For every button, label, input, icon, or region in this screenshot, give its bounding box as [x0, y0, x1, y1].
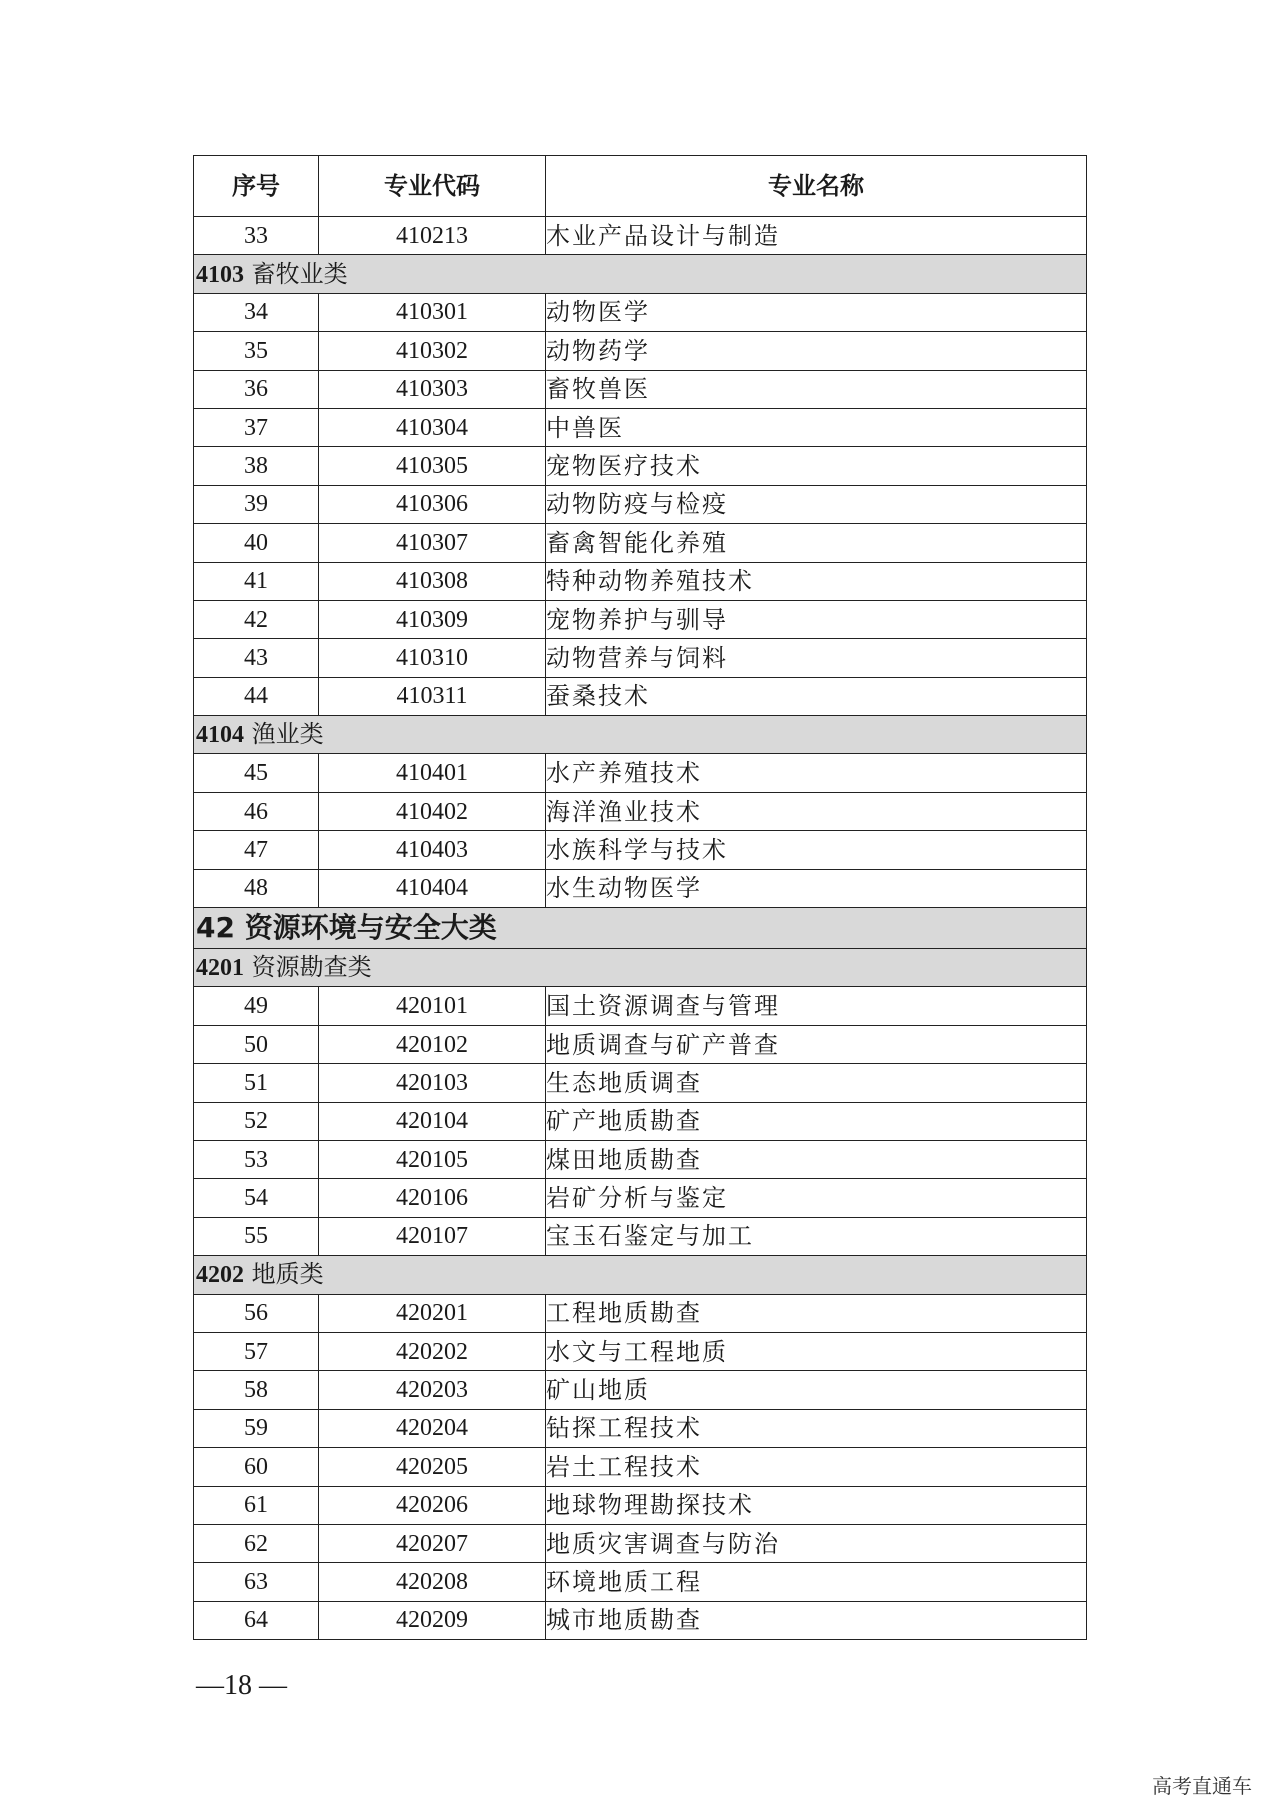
row-seq: 41: [194, 562, 319, 600]
row-name: 生态地质调查: [546, 1064, 1087, 1102]
row-name: 宠物医疗技术: [546, 447, 1087, 485]
table-row: [194, 1332, 1087, 1370]
category-label: [194, 1256, 1087, 1294]
row-name: 蚕桑技术: [546, 677, 1087, 715]
row-name: 岩矿分析与鉴定: [546, 1179, 1087, 1217]
table-row: [194, 1140, 1087, 1178]
category-row: [194, 949, 1087, 987]
table-row: [194, 332, 1087, 370]
row-name: 煤田地质勘查: [546, 1140, 1087, 1178]
row-code: 420209: [319, 1601, 546, 1639]
row-code: 410213: [319, 217, 546, 255]
category-name: 地质类: [251, 1260, 324, 1289]
category-code: 4104: [196, 722, 244, 749]
row-code: 410404: [319, 869, 546, 907]
table-row: [194, 1179, 1087, 1217]
table-row: [194, 485, 1087, 523]
category-row: [194, 255, 1087, 293]
row-seq: 46: [194, 792, 319, 830]
row-name: 钻探工程技术: [546, 1409, 1087, 1447]
table-row: [194, 524, 1087, 562]
row-code: 410305: [319, 447, 546, 485]
row-seq: 52: [194, 1102, 319, 1140]
major-category-label: 42 资源环境与安全大类: [194, 908, 1087, 949]
row-seq: 35: [194, 332, 319, 370]
row-code: 420106: [319, 1179, 546, 1217]
table-row: [194, 639, 1087, 677]
row-code: 420101: [319, 987, 546, 1025]
row-code: 420203: [319, 1371, 546, 1409]
row-seq: 62: [194, 1524, 319, 1562]
table-row: [194, 447, 1087, 485]
table-row: [194, 1217, 1087, 1255]
row-seq: 64: [194, 1601, 319, 1639]
row-name: 水族科学与技术: [546, 831, 1087, 869]
row-name: 地质调查与矿产普查: [546, 1025, 1087, 1063]
row-name: 水生动物医学: [546, 869, 1087, 907]
row-name: 畜牧兽医: [546, 370, 1087, 408]
row-name: 特种动物养殖技术: [546, 562, 1087, 600]
row-name: 水文与工程地质: [546, 1332, 1087, 1370]
header-seq: 序号: [194, 156, 319, 217]
table-row: [194, 408, 1087, 446]
row-code: 410308: [319, 562, 546, 600]
row-code: 420102: [319, 1025, 546, 1063]
row-seq: 43: [194, 639, 319, 677]
row-code: 420204: [319, 1409, 546, 1447]
row-seq: 53: [194, 1140, 319, 1178]
row-name: 海洋渔业技术: [546, 792, 1087, 830]
row-code: 410401: [319, 754, 546, 792]
row-code: 420107: [319, 1217, 546, 1255]
row-name: 工程地质勘查: [546, 1294, 1087, 1332]
table-row: [194, 293, 1087, 331]
row-seq: 57: [194, 1332, 319, 1370]
row-code: 410309: [319, 600, 546, 638]
category-name: 渔业类: [251, 720, 324, 749]
row-seq: 60: [194, 1448, 319, 1486]
category-row: [194, 1256, 1087, 1294]
category-label: [194, 949, 1087, 987]
row-code: 420105: [319, 1140, 546, 1178]
row-name: 动物营养与饲料: [546, 639, 1087, 677]
table-row: [194, 217, 1087, 255]
table-row: [194, 1486, 1087, 1524]
table-row: [194, 370, 1087, 408]
row-seq: 37: [194, 408, 319, 446]
row-code: 420202: [319, 1332, 546, 1370]
row-code: 410302: [319, 332, 546, 370]
row-seq: 44: [194, 677, 319, 715]
row-seq: 36: [194, 370, 319, 408]
row-code: 420208: [319, 1563, 546, 1601]
category-label: [194, 716, 1087, 754]
row-name: 矿产地质勘查: [546, 1102, 1087, 1140]
table-row: [194, 1563, 1087, 1601]
row-name: 木业产品设计与制造: [546, 217, 1087, 255]
table-row: [194, 987, 1087, 1025]
row-code: 410301: [319, 293, 546, 331]
row-code: 420206: [319, 1486, 546, 1524]
row-seq: 51: [194, 1064, 319, 1102]
table-row: [194, 1601, 1087, 1639]
row-code: 410311: [319, 677, 546, 715]
header-name: 专业名称: [546, 156, 1087, 217]
row-name: 环境地质工程: [546, 1563, 1087, 1601]
row-name: 动物医学: [546, 293, 1087, 331]
row-name: 矿山地质: [546, 1371, 1087, 1409]
category-code: 4103: [196, 261, 244, 288]
table-row: [194, 1409, 1087, 1447]
row-seq: 59: [194, 1409, 319, 1447]
row-code: 410306: [319, 485, 546, 523]
table-row: [194, 1448, 1087, 1486]
row-seq: 45: [194, 754, 319, 792]
row-code: 410304: [319, 408, 546, 446]
table-row: [194, 1294, 1087, 1332]
category-code: 4201: [196, 955, 244, 982]
row-seq: 39: [194, 485, 319, 523]
row-name: 水产养殖技术: [546, 754, 1087, 792]
table-row: [194, 1025, 1087, 1063]
category-name: 资源勘查类: [251, 953, 372, 982]
row-name: 中兽医: [546, 408, 1087, 446]
row-code: 420103: [319, 1064, 546, 1102]
table-row: [194, 792, 1087, 830]
row-seq: 48: [194, 869, 319, 907]
row-seq: 40: [194, 524, 319, 562]
row-code: 410403: [319, 831, 546, 869]
row-name: 动物防疫与检疫: [546, 485, 1087, 523]
page-number: —18 —: [196, 1670, 287, 1701]
row-seq: 49: [194, 987, 319, 1025]
row-seq: 56: [194, 1294, 319, 1332]
row-seq: 47: [194, 831, 319, 869]
table-row: [194, 600, 1087, 638]
row-seq: 42: [194, 600, 319, 638]
row-seq: 58: [194, 1371, 319, 1409]
row-code: 420201: [319, 1294, 546, 1332]
row-seq: 33: [194, 217, 319, 255]
table-row: [194, 677, 1087, 715]
row-name: 畜禽智能化养殖: [546, 524, 1087, 562]
table-row: [194, 1524, 1087, 1562]
row-name: 地球物理勘探技术: [546, 1486, 1087, 1524]
category-row: [194, 716, 1087, 754]
row-code: 410310: [319, 639, 546, 677]
row-code: 420104: [319, 1102, 546, 1140]
table-row: [194, 562, 1087, 600]
row-seq: 55: [194, 1217, 319, 1255]
row-name: 岩土工程技术: [546, 1448, 1087, 1486]
row-seq: 63: [194, 1563, 319, 1601]
header-code: 专业代码: [319, 156, 546, 217]
row-seq: 54: [194, 1179, 319, 1217]
row-name: 城市地质勘查: [546, 1601, 1087, 1639]
row-seq: 50: [194, 1025, 319, 1063]
row-name: 动物药学: [546, 332, 1087, 370]
category-label: [194, 255, 1087, 293]
table-row: [194, 754, 1087, 792]
table-row: [194, 1371, 1087, 1409]
category-code: 4202: [196, 1262, 244, 1289]
row-seq: 38: [194, 447, 319, 485]
row-seq: 34: [194, 293, 319, 331]
row-name: 地质灾害调查与防治: [546, 1524, 1087, 1562]
row-code: 420205: [319, 1448, 546, 1486]
row-name: 国土资源调查与管理: [546, 987, 1087, 1025]
watermark: 高考直通车: [1152, 1774, 1252, 1798]
major-table: [193, 155, 1087, 1640]
row-code: 420207: [319, 1524, 546, 1562]
row-code: 410307: [319, 524, 546, 562]
row-code: 410303: [319, 370, 546, 408]
category-name: 畜牧业类: [251, 259, 348, 288]
row-name: 宠物养护与驯导: [546, 600, 1087, 638]
table-header-row: [194, 156, 1087, 217]
table-row: [194, 831, 1087, 869]
row-code: 410402: [319, 792, 546, 830]
table-row: [194, 1064, 1087, 1102]
table-row: [194, 1102, 1087, 1140]
table-row: [194, 869, 1087, 907]
table-body: [194, 217, 1087, 1640]
row-seq: 61: [194, 1486, 319, 1524]
major-category-row: [194, 908, 1087, 949]
row-name: 宝玉石鉴定与加工: [546, 1217, 1087, 1255]
